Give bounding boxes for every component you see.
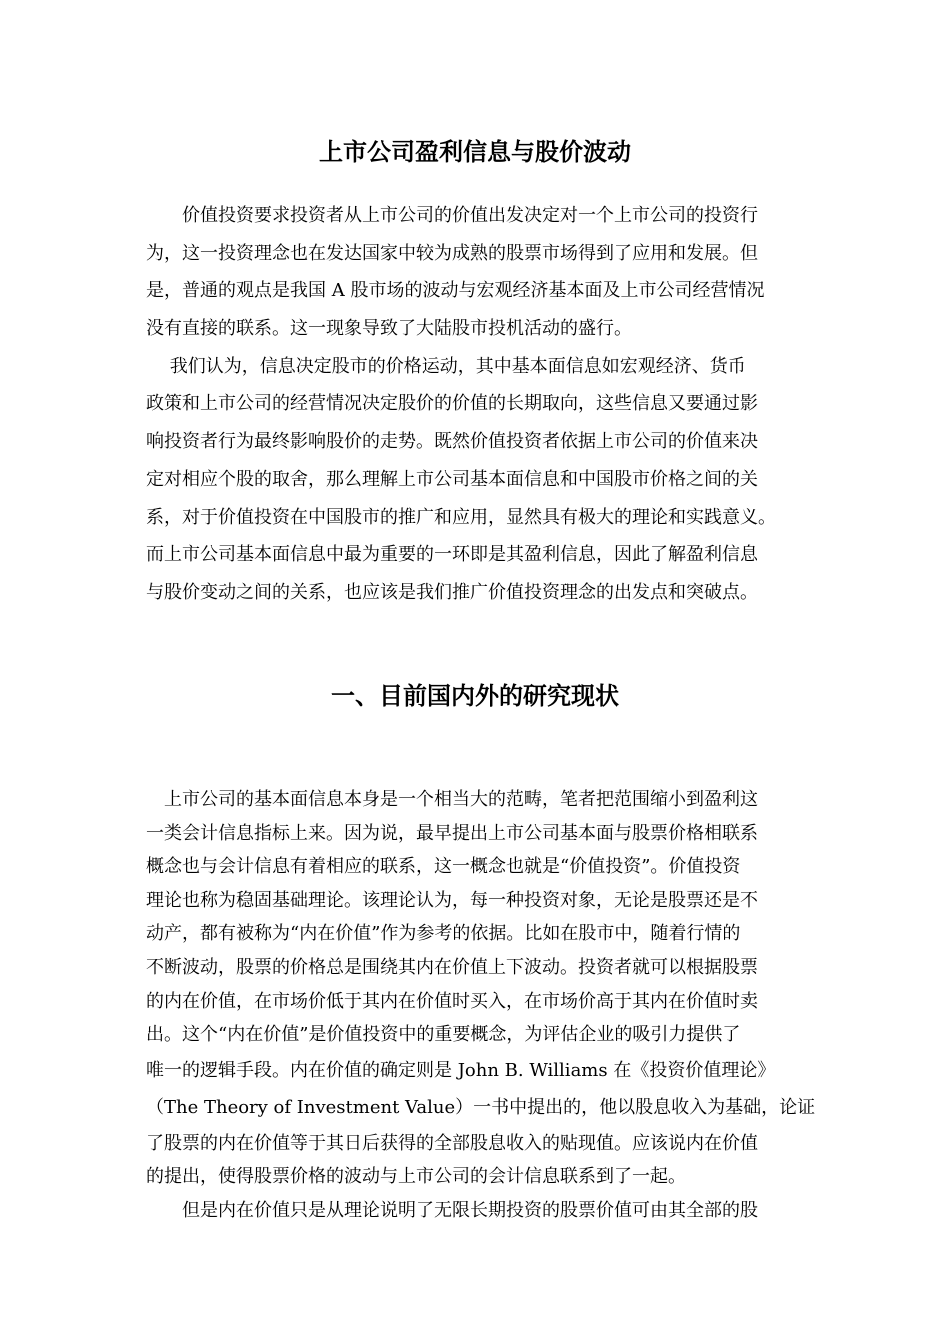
section-heading: 一、目前国内外的研究现状 — [331, 682, 619, 710]
text-line: 没有直接的联系。这一现象导致了大陆股市投机活动的盛行。 — [146, 318, 632, 340]
text-line: 一类会计信息指标上来。因为说，最早提出上市公司基本面与股票价格相联系 — [146, 822, 758, 844]
text-line: 为，这一投资理念也在发达国家中较为成熟的股票市场得到了应用和发展。但 — [146, 242, 758, 264]
intro-section — [146, 197, 816, 612]
text-line: 但是内在价值只是从理论说明了无限长期投资的股票价值可由其全部的股 — [146, 1199, 758, 1221]
text-line: 唯一的逻辑手段。内在价值的确定则是 John B. Williams 在《投资价值理论》 — [146, 1059, 776, 1081]
text-line: 响投资者行为最终影响股价的走势。既然价值投资者依据上市公司的价值来决 — [146, 431, 758, 453]
text-line: 价值投资要求投资者从上市公司的价值出发决定对一个上市公司的投资行 — [146, 205, 758, 226]
text-line: 政策和上市公司的经营情况决定股价的价值的长期取向，这些信息又要通过影 — [146, 393, 758, 415]
text-line: 系，对于价值投资在中国股市的推广和应用，显然具有极大的理论和实践意义。 — [146, 506, 776, 528]
text-line: 了股票的内在价值等于其日后获得的全部股息收入的贴现值。应该说内在价值 — [146, 1132, 758, 1154]
text-line: 定对相应个股的取舍，那么理解上市公司基本面信息和中国股市价格之间的关 — [146, 468, 758, 490]
text-line: 理论也称为稳固基础理论。该理论认为，每一种投资对象，无论是股票还是不 — [146, 889, 758, 911]
text-line: 不断波动，股票的价格总是围绕其内在价值上下波动。投资者就可以根据股票 — [146, 956, 758, 978]
research-section — [146, 783, 816, 1228]
document-title: 上市公司盈利信息与股价波动 — [319, 138, 631, 166]
text-line: 而上市公司基本面信息中最为重要的一环即是其盈利信息，因此了解盈利信息 — [146, 544, 758, 566]
text-line: 与股价变动之间的关系，也应该是我们推广价值投资理念的出发点和突破点。 — [146, 581, 758, 603]
text-line: 的内在价值，在市场价低于其内在价值时买入，在市场价高于其内在价值时卖 — [146, 990, 758, 1012]
text-line: 上市公司的基本面信息本身是一个相当大的范畴，笔者把范围缩小到盈利这 — [146, 789, 758, 810]
text-line: （The Theory of Investment Value）一书中提出的，他以股息收入为基础，论证 — [146, 1097, 816, 1119]
text-line: 出。这个“内在价值”是价值投资中的重要概念，为评估企业的吸引力提供了 — [146, 1024, 741, 1046]
text-line: 概念也与会计信息有着相应的联系，这一概念也就是“价值投资”。价值投资 — [146, 856, 741, 878]
text-line: 是，普通的观点是我国 A 股市场的波动与宏观经济基本面及上市公司经营情况 — [146, 280, 765, 302]
text-line: 的提出，使得股票价格的波动与上市公司的会计信息联系到了一起。 — [146, 1166, 686, 1188]
text-line: 动产，都有被称为“内在价值”作为参考的依据。比如在股市中，随着行情的 — [146, 923, 741, 945]
text-line: 我们认为，信息决定股市的价格运动，其中基本面信息如宏观经济、货币 — [146, 355, 746, 377]
